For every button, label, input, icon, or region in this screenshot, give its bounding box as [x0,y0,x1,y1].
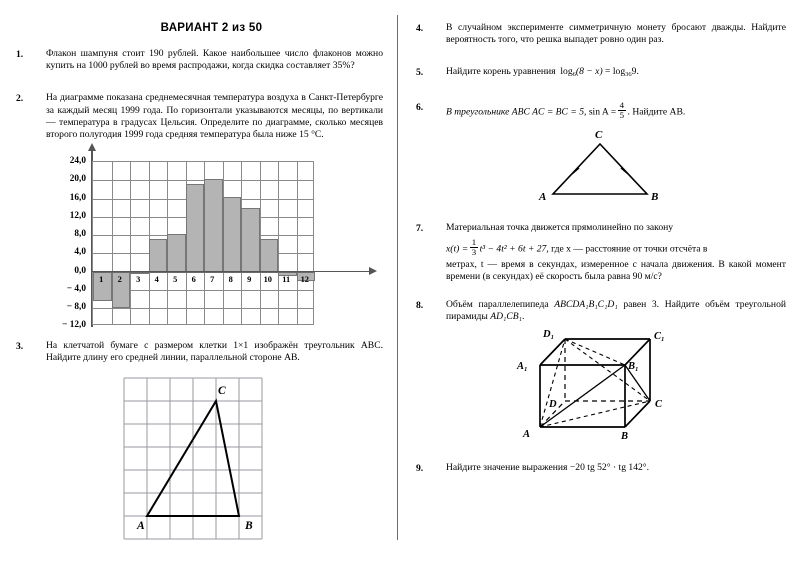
formula-rhs: t³ − 4t² + 6t + 27, [479,242,549,254]
task-5-equation: $\log_6(8 - x) = \log_{36}9$. [557,66,639,79]
chart-bar [186,184,205,271]
task-3-number: 3. [16,340,24,352]
triangle-vertex-label-b: B [244,519,253,532]
task-7-line1: Материальная точка движется прямолинейно по закону [446,222,674,234]
vertex-label-a: A [523,429,531,441]
chart-y-tick-label: 24,0 [69,156,86,167]
log-base-2: 36 [625,71,632,79]
chart-plot-area [92,161,314,325]
iso-vertex-label-b: B [651,191,659,204]
task-7-formula [446,238,786,257]
task-3 [0,340,397,364]
parallelepiped-svg [485,327,715,452]
chart-x-tick-label: 8 [228,274,233,284]
chart-gridline-h [93,180,313,181]
log-base-1: 6 [572,71,576,79]
task-8-pyramid-name: AD₁CB₁ [490,311,522,323]
log-arg-2: 9 [631,66,637,78]
column-divider [397,15,398,540]
task-8-period: . [521,311,525,323]
task-7-body [446,222,786,283]
formula-frac-num: 1 [471,236,477,247]
task-7 [400,222,800,283]
chart-bar [223,197,242,271]
chart-x-tick-label: 10 [263,274,272,284]
triangle-vertex-label-c: C [217,384,226,397]
chart-y-tick-label: 20,0 [69,174,86,185]
formula-lhs: x(t) = [446,242,469,254]
chart-bar [241,208,260,272]
task-4 [400,22,800,46]
task-6-text [446,101,786,120]
task-7-number: 7. [416,222,424,234]
triangle-vertex-label-a: A [136,519,145,532]
chart-y-tick-label: − 12,0 [62,320,86,331]
task-4-number: 4. [416,22,424,34]
task-8-solid-name: ABCDA₁B₁C₁D₁ [554,299,618,311]
left-column [0,0,397,543]
chart-y-tick-label: − 4,0 [66,283,86,294]
task-8-text [446,299,786,323]
chart-bar [204,179,223,272]
chart-x-tick-label: 1 [99,274,104,284]
task-1 [0,48,397,72]
chart-gridline-v [130,162,131,324]
isosceles-triangle-shape [553,144,647,194]
task-6 [400,101,800,120]
task-5 [400,66,800,81]
fraction-numerator: 4 [619,100,625,111]
task-2-text: На диаграмме показана среднемесячная температура воздуха в Санкт-Петербурге за каждый месяц 1999 года. По горизонтали указываются месяцы, по вертикали — температура в градусах Цельсия. Определите по диаграмме, сколько месяцев второго полугодия 1999 года средняя температура была ниже 15 °C. [46,92,383,141]
isosceles-triangle-figure [400,124,800,210]
task-1-text: Флакон шампуня стоит 190 рублей. Какое наибольшее число флаконов можно купить на 1000 рублей во время распродажи, когда скидка составляет 35%? [46,48,383,72]
task-2 [0,92,397,141]
chart-x-tick-label: 2 [117,274,122,284]
task-7-line3: метрах, t — время в секундах, измеренное с начала движения. В какой момент времени (в секундах) её скорость была равна 90 м/с? [446,258,786,282]
chart-x-tick-label: 12 [300,274,309,284]
task-9-expression: −20 tg 52° · tg 142° [569,462,647,474]
chart-bar [260,239,279,272]
task-8-number: 8. [416,299,424,311]
vertex-label-b: B [621,431,629,443]
chart-bar [167,234,186,272]
chart-x-axis [92,271,370,273]
formula-tail: где x — расстояние от точки отсчёта в [551,242,708,254]
isosceles-triangle-svg [525,124,675,210]
task-6-fraction [618,101,626,120]
chart-y-tick-label: 12,0 [69,210,86,221]
chart-gridline-h [93,308,313,309]
chart-y-tick-labels [30,149,86,334]
chart-y-tick-label: 8,0 [74,229,86,240]
vertex-label-d: D [549,399,557,411]
task-9-text [446,462,786,475]
vertex-label-d1: D₁ [543,329,555,341]
task-9-period: . [646,462,650,474]
task-8-prefix: Объём параллелепипеда [446,299,549,311]
right-column [400,0,800,475]
chart-x-tick-label: 7 [210,274,215,284]
task-5-period: . [636,66,639,78]
temperature-bar-chart [0,149,397,334]
triangle-on-grid-svg [117,371,281,543]
task-2-number: 2. [16,92,24,104]
chart-x-tick-label: 3 [136,274,141,284]
task-4-text: В случайном эксперименте симметричную монету бросают дважды. Найдите вероятность того, что решка выпадет ровно один раз. [446,22,786,46]
chart-bar [149,239,168,272]
formula-frac-den: 3 [471,246,477,257]
task-6-suffix: . Найдите AB. [627,106,686,118]
chart-x-tick-label: 5 [173,274,178,284]
task-9-number: 9. [416,462,424,474]
chart-y-tick-label: 16,0 [69,192,86,203]
formula-fraction [470,238,478,257]
task-5-text [446,66,786,81]
task-8-mid: равен 3. Найдите объём треугольной пирамиды [446,299,787,323]
task-5-prefix: Найдите корень уравнения [446,66,556,78]
parallelepiped-figure [400,327,800,452]
fraction-denominator: 5 [619,110,625,121]
chart-gridline-v [297,162,298,324]
chart-y-tick-label: 4,0 [74,247,86,258]
vertex-label-b1: B₁ [628,361,639,373]
chart-y-tick-label: − 8,0 [66,301,86,312]
page-title: ВАРИАНТ 2 из 50 [160,22,263,34]
chart-gridline-v [278,162,279,324]
grid-triangle-figure [0,371,397,543]
chart-x-tick-label: 9 [247,274,252,284]
chart-x-tick-label: 6 [191,274,196,284]
grid-lines [124,378,262,539]
task-5-number: 5. [416,66,424,78]
pyramid-hidden-edges [540,339,650,427]
iso-vertex-label-c: C [595,129,603,142]
log-arg-1: (8 − x) [575,66,603,78]
iso-vertex-label-a: A [539,191,547,204]
task-8 [400,299,800,323]
task-9-prefix: Найдите значение выражения [446,462,568,474]
task-6-number: 6. [416,101,424,113]
chart-x-tick-label: 11 [282,274,291,284]
task-9 [400,462,800,475]
task-6-prefix: В треугольнике ABC AC = BC = 5, [446,106,587,118]
task-1-number: 1. [16,48,24,60]
vertex-label-a1: A₁ [517,361,528,373]
chart-y-tick-label: 0,0 [74,265,86,276]
task-6-sin-label: sin A = [588,106,617,118]
equation-equals: = [605,66,611,78]
vertex-label-c: C [655,399,663,411]
task-3-text: На клетчатой бумаге с размером клетки 1×1 изображён треугольник ABC. Найдите длину его средней линии, параллельной стороне AB. [46,340,383,364]
chart-x-tick-label: 4 [154,274,159,284]
vertex-label-c1: C₁ [654,331,665,343]
